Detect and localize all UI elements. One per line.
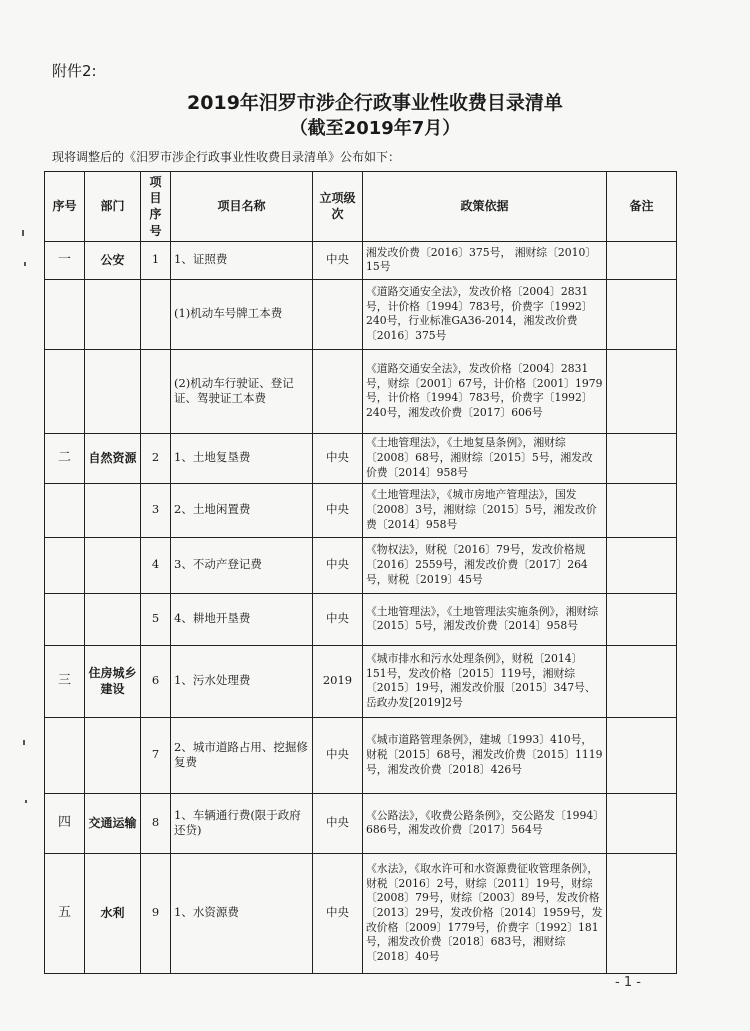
- row-basis: 《水法》，《取水许可和水资源费征收管理条例》，财税〔2016〕2号，财综〔2011〕19号，财综〔2008〕79号，财综〔2003〕89号，发改价格〔2013〕29号，发改价格〔2014〕1959号，发改价格〔2009〕1779号，价费字〔1992〕181号，湘发改价费〔2018〕683号，湘财综〔2018〕40号: [363, 853, 607, 973]
- scan-mark: [22, 230, 24, 236]
- attachment-label: 附件2:: [52, 62, 97, 80]
- row-remarks: [607, 433, 677, 483]
- row-item-no: 4: [141, 537, 171, 593]
- row-level: 中央: [313, 433, 363, 483]
- row-remarks: [607, 593, 677, 645]
- table-row: [45, 593, 677, 645]
- row-dept: [85, 593, 141, 645]
- row-item-name: 1、污水处理费: [171, 645, 313, 717]
- row-dept: 自然资源: [85, 433, 141, 483]
- table-row: [45, 717, 677, 793]
- row-level: 中央: [313, 717, 363, 793]
- row-dept: 公安: [85, 241, 141, 279]
- row-remarks: [607, 349, 677, 433]
- scan-mark: [25, 800, 27, 803]
- scan-mark: [24, 262, 26, 266]
- scan-mark: [23, 740, 25, 745]
- table-row: [45, 537, 677, 593]
- header-dept: 部门: [85, 172, 141, 242]
- table-row: [45, 645, 677, 717]
- row-item-name: 1、证照费: [171, 241, 313, 279]
- row-seq: [45, 717, 85, 793]
- page-number: - 1 -: [615, 975, 641, 990]
- row-item-no: 9: [141, 853, 171, 973]
- row-level: 中央: [313, 537, 363, 593]
- row-remarks: [607, 717, 677, 793]
- row-item-no: 5: [141, 593, 171, 645]
- table-row: [45, 279, 677, 349]
- row-dept: 交通运输: [85, 793, 141, 853]
- row-basis: 《土地管理法》，《土地管理法实施条例》，湘财综〔2015〕5号，湘发改价费〔2014〕958号: [363, 593, 607, 645]
- row-seq: [45, 483, 85, 537]
- row-basis: 《城市道路管理条例》，建城〔1993〕410号，财税〔2015〕68号，湘发改价费〔2015〕1119号，湘发改价费〔2018〕426号: [363, 717, 607, 793]
- row-dept: 住房城乡建设: [85, 645, 141, 717]
- row-item-no: 2: [141, 433, 171, 483]
- table-row: [45, 349, 677, 433]
- row-level: 中央: [313, 241, 363, 279]
- row-item-no: 3: [141, 483, 171, 537]
- row-item-no: 1: [141, 241, 171, 279]
- table-header-row: [45, 172, 677, 242]
- row-seq: 四: [45, 793, 85, 853]
- header-item-name: 项目名称: [171, 172, 313, 242]
- header-level: 立项级次: [313, 172, 363, 242]
- row-basis: 《道路交通安全法》，发改价格〔2004〕2831号，财综〔2001〕67号，计价格〔2001〕1979号，计价格〔1994〕783号，价费字〔1992〕240号，湘发改价费〔2017〕606号: [363, 349, 607, 433]
- row-item-no: 7: [141, 717, 171, 793]
- row-dept: [85, 537, 141, 593]
- row-item-no: [141, 279, 171, 349]
- table-row: [45, 241, 677, 279]
- row-seq: 五: [45, 853, 85, 973]
- row-seq: [45, 279, 85, 349]
- row-seq: [45, 349, 85, 433]
- header-remarks: 备注: [607, 172, 677, 242]
- row-item-no: [141, 349, 171, 433]
- row-level: 中央: [313, 483, 363, 537]
- table-row: [45, 433, 677, 483]
- row-level: 中央: [313, 853, 363, 973]
- row-seq: [45, 593, 85, 645]
- row-item-name: (2)机动车行驶证、登记证、驾驶证工本费: [171, 349, 313, 433]
- row-dept: [85, 349, 141, 433]
- row-basis: 湘发改价费〔2016〕375号， 湘财综〔2010〕15号: [363, 241, 607, 279]
- row-basis: 《公路法》，《收费公路条例》，交公路发〔1994〕686号，湘发改价费〔2017〕564号: [363, 793, 607, 853]
- row-dept: [85, 717, 141, 793]
- fee-catalog-table: [44, 171, 677, 974]
- row-item-name: 4、耕地开垦费: [171, 593, 313, 645]
- row-remarks: [607, 645, 677, 717]
- row-basis: 《土地管理法》，《城市房地产管理法》，国发〔2008〕3号，湘财综〔2015〕5号，湘发改价费〔2014〕958号: [363, 483, 607, 537]
- table-row: [45, 483, 677, 537]
- row-basis: 《道路交通安全法》，发改价格〔2004〕2831号，计价格〔1994〕783号，价费字〔1992〕240号，行业标准GA36-2014，湘发改价费〔2016〕375号: [363, 279, 607, 349]
- row-item-no: 6: [141, 645, 171, 717]
- row-dept: 水利: [85, 853, 141, 973]
- row-basis: 《城市排水和污水处理条例》，财税〔2014〕151号，发改价格〔2015〕119号，湘财综〔2015〕19号，湘发改价服〔2015〕347号、岳政办发[2019]2号: [363, 645, 607, 717]
- row-level: [313, 279, 363, 349]
- row-item-name: 2、城市道路占用、挖掘修复费: [171, 717, 313, 793]
- row-seq: 二: [45, 433, 85, 483]
- header-seq: 序号: [45, 172, 85, 242]
- row-basis: 《土地管理法》，《土地复垦条例》，湘财综〔2008〕68号，湘财综〔2015〕5号，湘发改价费〔2014〕958号: [363, 433, 607, 483]
- row-remarks: [607, 241, 677, 279]
- row-dept: [85, 483, 141, 537]
- row-remarks: [607, 279, 677, 349]
- row-seq: 三: [45, 645, 85, 717]
- row-item-name: 1、车辆通行费(限于政府还贷): [171, 793, 313, 853]
- row-item-name: 2、土地闲置费: [171, 483, 313, 537]
- row-level: [313, 349, 363, 433]
- row-remarks: [607, 853, 677, 973]
- row-item-name: 1、土地复垦费: [171, 433, 313, 483]
- row-item-no: 8: [141, 793, 171, 853]
- table-row: [45, 793, 677, 853]
- row-remarks: [607, 793, 677, 853]
- row-item-name: 1、水资源费: [171, 853, 313, 973]
- row-item-name: 3、不动产登记费: [171, 537, 313, 593]
- row-level: 中央: [313, 593, 363, 645]
- row-dept: [85, 279, 141, 349]
- row-basis: 《物权法》，财税〔2016〕79号，发改价格规〔2016〕2559号，湘发改价费〔2017〕264号，财税〔2019〕45号: [363, 537, 607, 593]
- row-remarks: [607, 483, 677, 537]
- document-subtitle: （截至2019年7月）: [289, 118, 461, 139]
- row-item-name: (1)机动车号牌工本费: [171, 279, 313, 349]
- row-seq: [45, 537, 85, 593]
- intro-text: 现将调整后的《汨罗市涉企行政事业性收费目录清单》公布如下：: [52, 150, 401, 164]
- row-seq: 一: [45, 241, 85, 279]
- row-remarks: [607, 537, 677, 593]
- row-level: 2019: [313, 645, 363, 717]
- header-basis: 政策依据: [363, 172, 607, 242]
- header-item-no: 项目序号: [141, 172, 171, 242]
- document-title: 2019年汨罗市涉企行政事业性收费目录清单: [187, 92, 563, 114]
- row-level: 中央: [313, 793, 363, 853]
- table-row: [45, 853, 677, 973]
